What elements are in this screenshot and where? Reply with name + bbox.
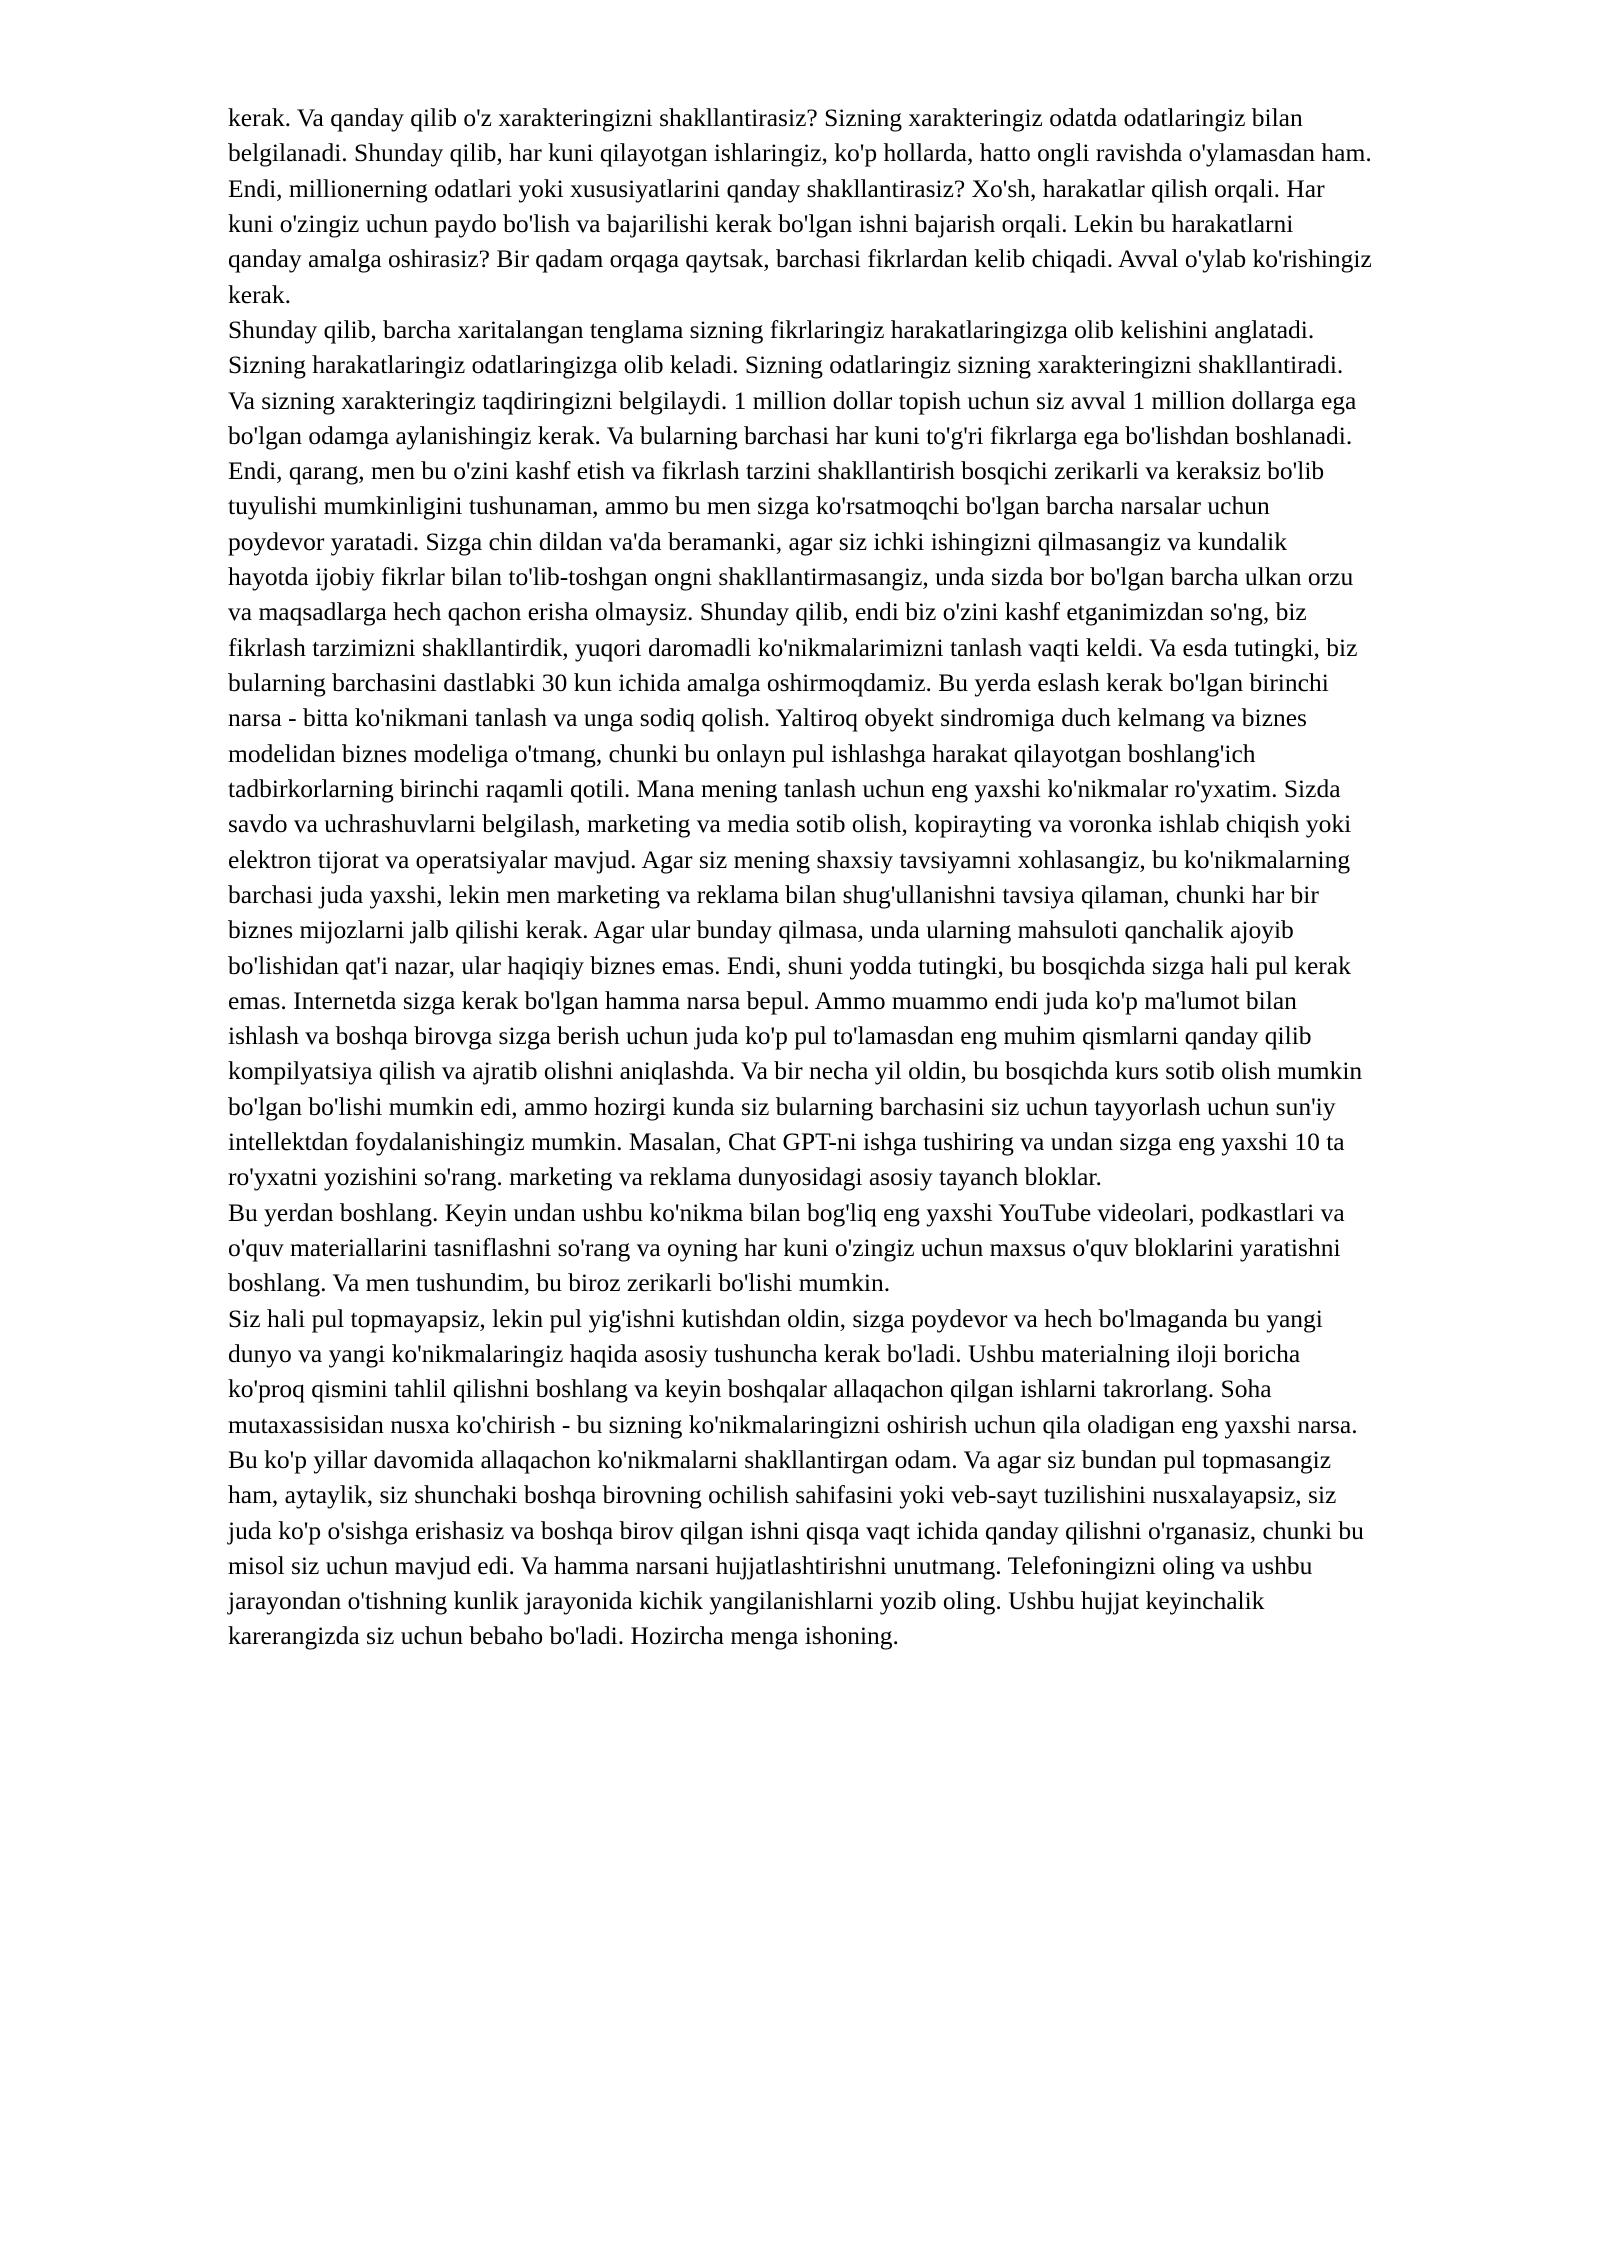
- paragraph: Siz hali pul topmayapsiz, lekin pul yig'ishni kutishdan oldin, sizga poydevor va hech bo'lmaganda bu yangi dunyo va yangi ko'nikmalaringiz haqida asosiy tushuncha kerak bo'ladi. Ushbu materialning iloji boricha ko'proq qismini tahlil qilishni boshlang va keyin boshqalar allaqachon qilgan ishlarni takrorlang. Soha mutaxassisidan nusxa ko'chirish - bu sizning ko'nikmalaringizni oshirish uchun qila oladigan eng yaxshi narsa. Bu ko'p yillar davomida allaqachon ko'nikmalarni shakllantirgan odam. Va agar siz bundan pul topmasangiz ham, aytaylik, siz shunchaki boshqa birovning ochilish sahifasini yoki veb-sayt tuzilishini nusxalayapsiz, siz juda ko'p o'sishga erishasiz va boshqa birov qilgan ishni qisqa vaqt ichida qanday qilishni o'rganasiz, chunki bu misol siz uchun mavjud edi. Va hamma narsani hujjatlashtirishni unutmang. Telefoningizni oling va ushbu jarayondan o'tishning kunlik jarayonida kichik yangilanishlarni yozib oling. Ushbu hujjat keyinchalik karerangizda siz uchun bebaho bo'ladi. Hozircha menga ishoning.: [228, 1303, 1364, 1651]
- paragraph: kerak. Va qanday qilib o'z xarakteringizni shakllantirasiz? Sizning xarakteringiz odatda odatlaringiz bilan belgilanadi. Shunday qilib, har kuni qilayotgan ishlaringiz, ko'p hollarda, hatto ongli ravishda o'ylamasdan ham. Endi, millionerning odatlari yoki xususiyatlarini qanday shakllantirasiz? Xo'sh, harakatlar qilish orqali. Har kuni o'zingiz uchun paydo bo'lish va bajarilishi kerak bo'lgan ishni bajarish orqali. Lekin bu harakatlarni qanday amalga oshirasiz? Bir qadam orqaga qaytsak, barchasi fikrlardan kelib chiqadi. Avval o'ylab ko'rishingiz kerak.: [228, 103, 1372, 309]
- paragraph: Shunday qilib, barcha xaritalangan tenglama sizning fikrlaringiz harakatlaringizga olib kelishini anglatadi. Sizning harakatlaringiz odatlaringizga olib keladi. Sizning odatlaringiz sizning xarakteringizni shakllantiradi. Va sizning xarakteringiz taqdiringizni belgilaydi. 1 million dollar topish uchun siz avval 1 million dollarga ega bo'lgan odamga aylanishingiz kerak. Va bularning barchasi har kuni to'g'ri fikrlarga ega bo'lishdan boshlanadi. Endi, qarang, men bu o'zini kashf etish va fikrlash tarzini shakllantirish bosqichi zerikarli va keraksiz bo'lib tuyulishi mumkinligini tushunaman, ammo bu men sizga ko'rsatmoqchi bo'lgan barcha narsalar uchun poydevor yaratadi. Sizga chin dildan va'da beramanki, agar siz ichki ishingizni qilmasangiz va kundalik hayotda ijobiy fikrlar bilan to'lib-toshgan ongni shakllantirmasangiz, unda sizda bor bo'lgan barcha ulkan orzu va maqsadlarga hech qachon erisha olmaysiz. Shunday qilib, endi biz o'zini kashf etganimizdan so'ng, biz fikrlash tarzimizni shakllantirdik, yuqori daromadli ko'nikmalarimizni tanlash vaqti keldi. Va esda tutingki, biz bularning barchasini dastlabki 30 kun ichida amalga oshirmoqdamiz. Bu yerda eslash kerak bo'lgan birinchi narsa - bitta ko'nikmani tanlash va unga sodiq qolish. Yaltiroq obyekt sindromiga duch kelmang va biznes modelidan biznes modeliga o'tmang, chunki bu onlayn pul ishlashga harakat qilayotgan boshlang'ich tadbirkorlarning birinchi raqamli qotili. Mana mening tanlash uchun eng yaxshi ko'nikmalar ro'yxatim. Sizda savdo va uchrashuvlarni belgilash, marketing va media sotib olish, kopirayting va voronka ishlab chiqish yoki elektron tijorat va operatsiyalar mavjud. Agar siz mening shaxsiy tavsiyamni xohlasangiz, bu ko'nikmalarning barchasi juda yaxshi, lekin men marketing va reklama bilan shug'ullanishni tavsiya qilaman, chunki har bir biznes mijozlarni jalb qilishi kerak. Agar ular bunday qilmasa, unda ularning mahsuloti qanchalik ajoyib bo'lishidan qat'i nazar, ular haqiqiy biznes emas. Endi, shuni yodda tutingki, bu bosqichda sizga hali pul kerak emas. Internetda sizga kerak bo'lgan hamma narsa bepul. Ammo muammo endi juda ko'p ma'lumot bilan ishlash va boshqa birovga sizga berish uchun juda ko'p pul to'lamasdan eng muhim qismlarni qanday qilib kompilyatsiya qilish va ajratib olishni aniqlashda. Va bir necha yil oldin, bu bosqichda kurs sotib olish mumkin bo'lgan bo'lishi mumkin edi, ammo hozirgi kunda siz bularning barchasini siz uchun tayyorlash uchun sun'iy intellektdan foydalanishingiz mumkin. Masalan, Chat GPT-ni ishga tushiring va undan sizga eng yaxshi 10 ta ro'yxatni yozishini so'rang. marketing va reklama dunyosidagi asosiy tayanch bloklar.: [228, 314, 1363, 1192]
- paragraph: Bu yerdan boshlang. Keyin undan ushbu ko'nikma bilan bog'liq eng yaxshi YouTube videolari, podkastlari va o'quv materiallarini tasniflashni so'rang va oyning har kuni o'zingiz uchun maxsus o'quv bloklarini yaratishni boshlang. Va men tushundim, bu biroz zerikarli bo'lishi mumkin.: [228, 1197, 1345, 1298]
- document-body: [228, 100, 1372, 1654]
